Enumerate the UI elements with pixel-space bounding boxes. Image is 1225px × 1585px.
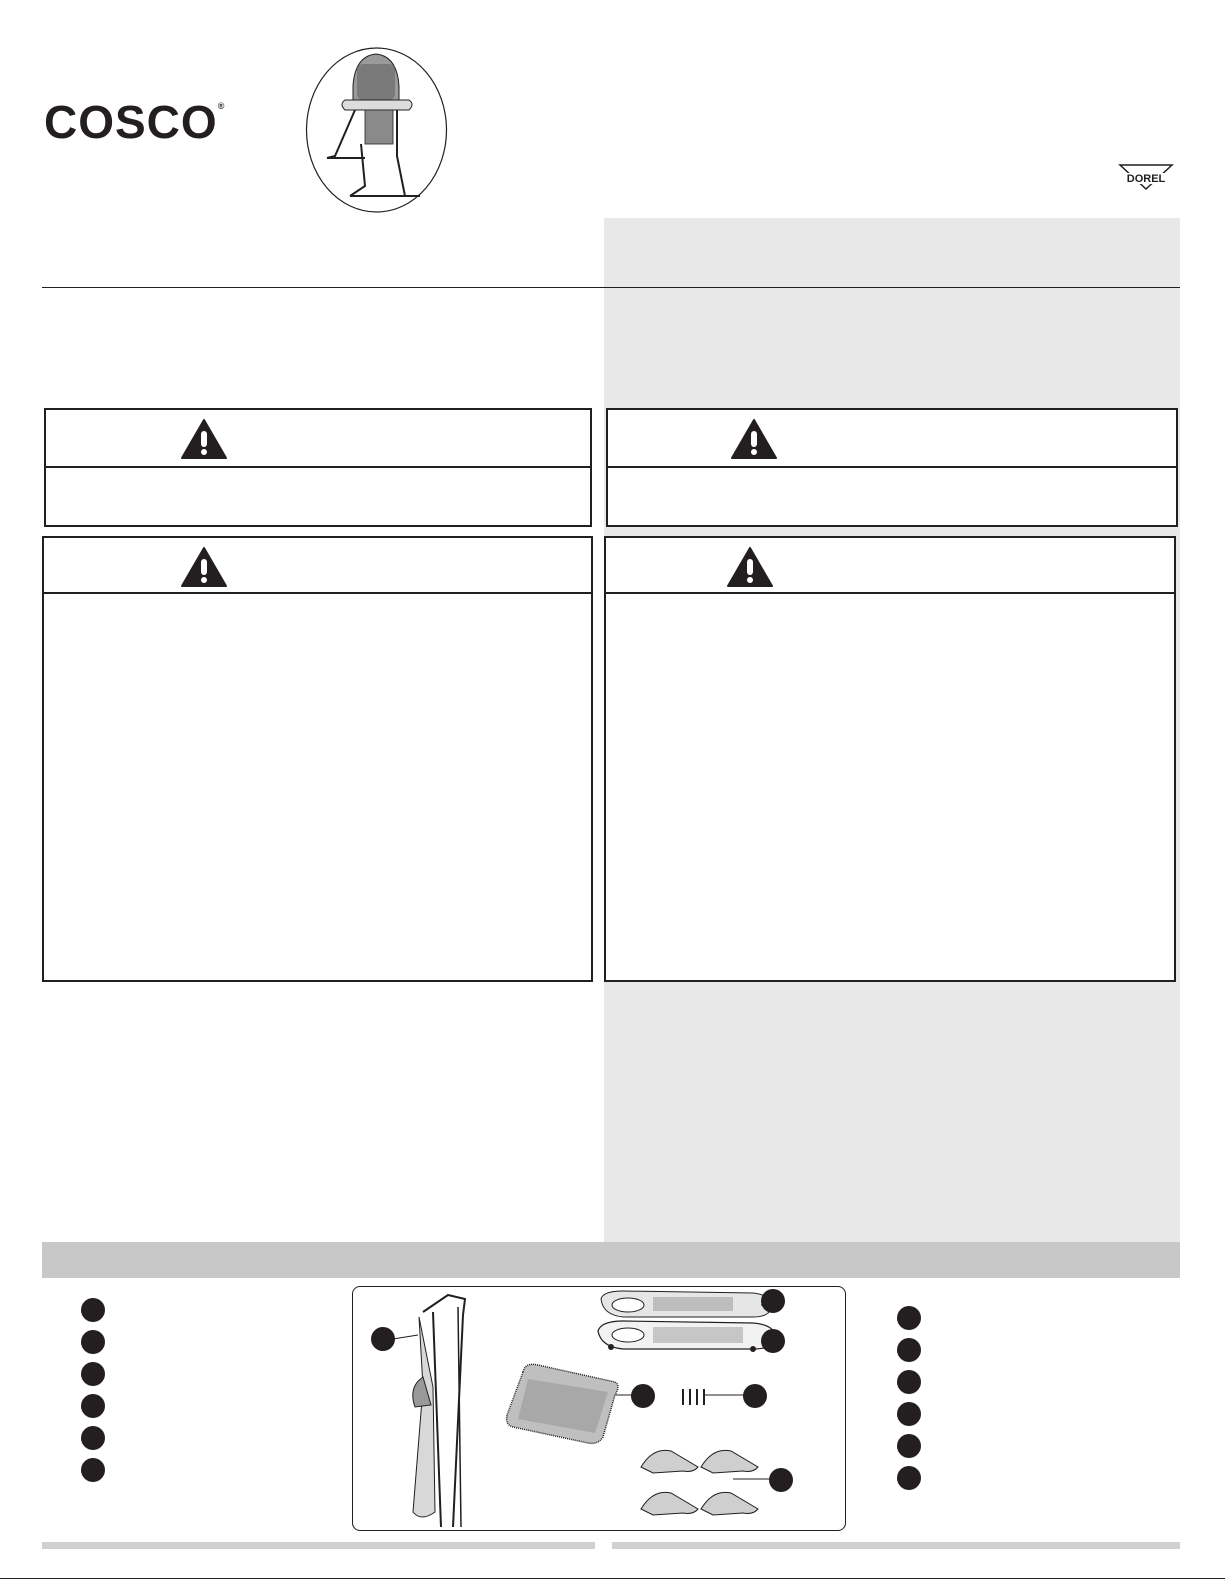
list-bullet bbox=[897, 1434, 921, 1458]
warning-triangle-icon bbox=[726, 546, 774, 588]
part-callout-dot bbox=[743, 1384, 767, 1408]
warning-box-header bbox=[46, 410, 590, 468]
warning-box-left-2 bbox=[42, 536, 593, 982]
part-callout-dot bbox=[631, 1384, 655, 1408]
registered-mark: ® bbox=[217, 101, 226, 111]
warning-triangle-icon bbox=[180, 418, 228, 460]
parts-list-left bbox=[81, 1298, 105, 1458]
footer-line bbox=[0, 1578, 1225, 1579]
part-callout-dot bbox=[769, 1468, 793, 1492]
part-callout-dot bbox=[371, 1327, 395, 1351]
list-bullet bbox=[897, 1466, 921, 1490]
parts-list-right bbox=[897, 1306, 921, 1466]
parts-illustration-box bbox=[352, 1286, 846, 1531]
warning-triangle-icon bbox=[180, 546, 228, 588]
parts-illustration bbox=[353, 1287, 847, 1532]
screws-part bbox=[683, 1389, 745, 1405]
cosco-logo bbox=[44, 95, 225, 149]
warning-box-right-1 bbox=[606, 408, 1178, 527]
tray-insert-part bbox=[598, 1321, 775, 1352]
warning-box-left-1 bbox=[44, 408, 592, 527]
list-bullet bbox=[81, 1426, 105, 1450]
list-bullet bbox=[81, 1394, 105, 1418]
list-bullet bbox=[897, 1306, 921, 1330]
part-callout-dot bbox=[761, 1289, 785, 1313]
list-bullet bbox=[81, 1330, 105, 1354]
brand-name: COSCO bbox=[44, 96, 218, 148]
tray-part bbox=[601, 1291, 771, 1317]
warning-triangle-icon bbox=[730, 418, 778, 460]
list-bullet bbox=[897, 1338, 921, 1362]
list-bullet bbox=[897, 1370, 921, 1394]
list-bullet bbox=[81, 1458, 105, 1482]
warning-box-header bbox=[606, 538, 1174, 594]
dorel-logo bbox=[1118, 163, 1174, 191]
header-divider bbox=[42, 287, 1180, 288]
list-bullet bbox=[81, 1362, 105, 1386]
dorel-logo-text: DOREL bbox=[1126, 173, 1166, 185]
feet-part bbox=[641, 1450, 758, 1515]
footer-bar-right bbox=[612, 1542, 1180, 1549]
footer-bar-left bbox=[42, 1542, 595, 1549]
warning-box-right-2 bbox=[604, 536, 1176, 982]
part-callout-dot bbox=[761, 1329, 785, 1353]
warning-box-header bbox=[608, 410, 1176, 468]
warning-box-header bbox=[44, 538, 591, 594]
list-bullet bbox=[81, 1298, 105, 1322]
list-bullet bbox=[897, 1402, 921, 1426]
parts-section-bar bbox=[42, 1242, 1180, 1278]
seat-pad-part bbox=[507, 1364, 618, 1443]
folded-frame-part bbox=[413, 1295, 465, 1527]
high-chair-illustration bbox=[305, 46, 448, 214]
